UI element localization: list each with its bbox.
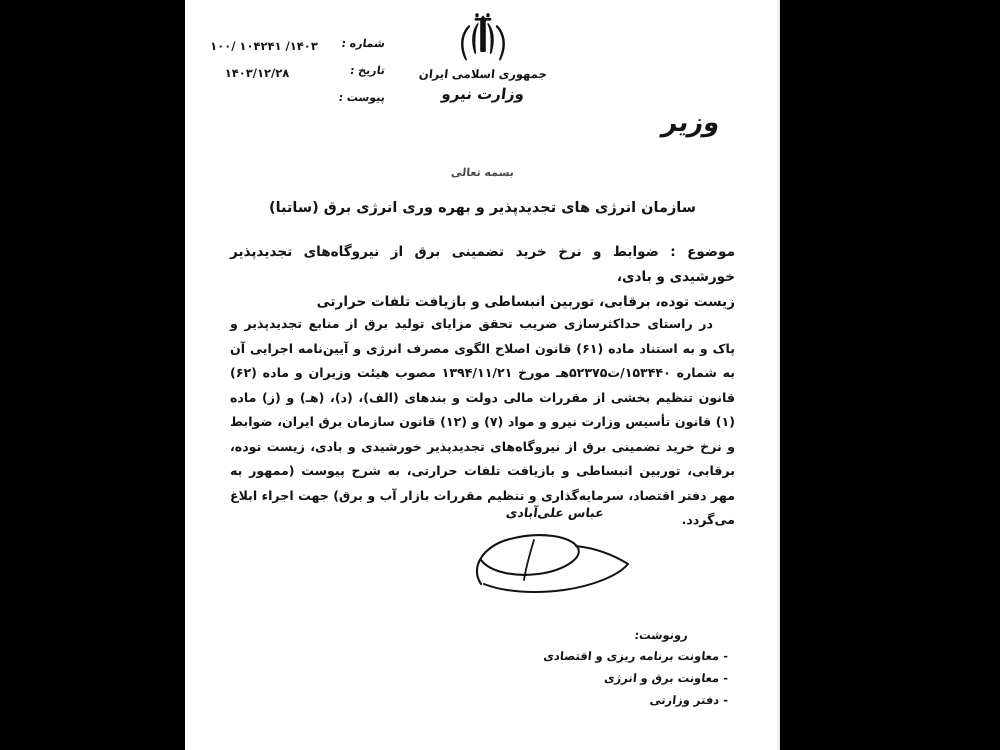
signer-name: عباس علی‌آبادی xyxy=(505,505,605,520)
subject-line-part-2: زیست توده، برقابی، توربین انبساطی و بازیافت تلفات حرارتی xyxy=(316,294,735,311)
basmala-invocation: بسمه تعالی xyxy=(450,166,515,179)
reference-date-value: ۱۴۰۳/۱۲/۲۸ xyxy=(224,66,290,80)
letter-body-paragraph: در راستای حداکثرسازی ضریب تحقق مزایای تولید برق از منابع تجدیدپذیر و پاک و به استناد ماده (۶۱) قانون اصلاح الگوی مصرف انرژی و آیین‌نامه اجرایی آن به شماره ۱۵۳۴۴۰/ت۵۲۳۷۵هـ مورخ ۱۳۹۴/۱۱/۲۱ مصوب هیئت وزیران و ماده (۶۲) قانون تنظیم بخشی از مقررات مالی دولت و بندهای (الف)، (د)، (هـ) و (ز) ماده (۱) قانون تأسیس وزارت نیرو و مواد (۷) و (۱۲) قانون سازمان برق ایران، ضوابط و نرخ خرید تضمینی برق از نیروگاه‌های تجدیدپذیر خورشیدی و بادی، زیست توده، برقابی، توربین انبساطی و بازیافت تلفات حرارتی، به شرح پیوست (ممهور به مهر دفتر اقتصاد، سرمایه‌گذاری و تنظیم مقررات بازار آب و برق) جهت اجراء ابلاغ می‌گردد. xyxy=(230,316,735,528)
reference-values xyxy=(203,33,325,114)
subject-line xyxy=(230,240,735,315)
carbon-copy-block xyxy=(488,628,728,712)
signature-block xyxy=(460,505,650,600)
emblem-republic-line: جمهوری اسلامی ایران xyxy=(417,67,548,81)
carbon-copy-title: رونوشت: xyxy=(633,628,689,642)
carbon-copy-item: - معاونت برنامه ریزی و اقتصادی xyxy=(542,649,729,663)
reference-number-value: ۱۴۰۳/ ۱۰۴۲۴۱ /۱۰۰ xyxy=(210,39,318,53)
addressee-line: سازمان انرژی های تجدیدپذیر و بهره وری انرژی برق (ساتبا) xyxy=(268,200,697,216)
carbon-copy-item: - معاونت برق و انرژی xyxy=(603,670,729,685)
minister-title-stamp: وزیر xyxy=(660,108,723,138)
subject-line-part-1: موضوع : ضوابط و نرخ خرید تضمینی برق از نیروگاه‌های تجدیدپذیر خورشیدی و بادی، xyxy=(230,244,735,286)
reference-date-label: تاریخ : xyxy=(349,64,386,77)
letterhead xyxy=(185,8,780,158)
reference-number-label: شماره : xyxy=(340,37,386,50)
ministry-emblem-block xyxy=(398,12,568,103)
reference-block xyxy=(200,30,385,125)
reference-attachment-value xyxy=(203,87,325,114)
emblem-ministry-line: وزارت نیرو xyxy=(440,85,525,103)
scanned-letter-page xyxy=(185,0,780,750)
iran-national-emblem-icon xyxy=(456,12,510,64)
handwritten-signature-mark xyxy=(468,522,643,600)
carbon-copy-item: - دفتر وزارتی xyxy=(649,692,729,707)
reference-attachment-label: پیوست : xyxy=(337,91,386,104)
letter-body xyxy=(230,312,735,533)
reference-labels xyxy=(327,30,385,111)
